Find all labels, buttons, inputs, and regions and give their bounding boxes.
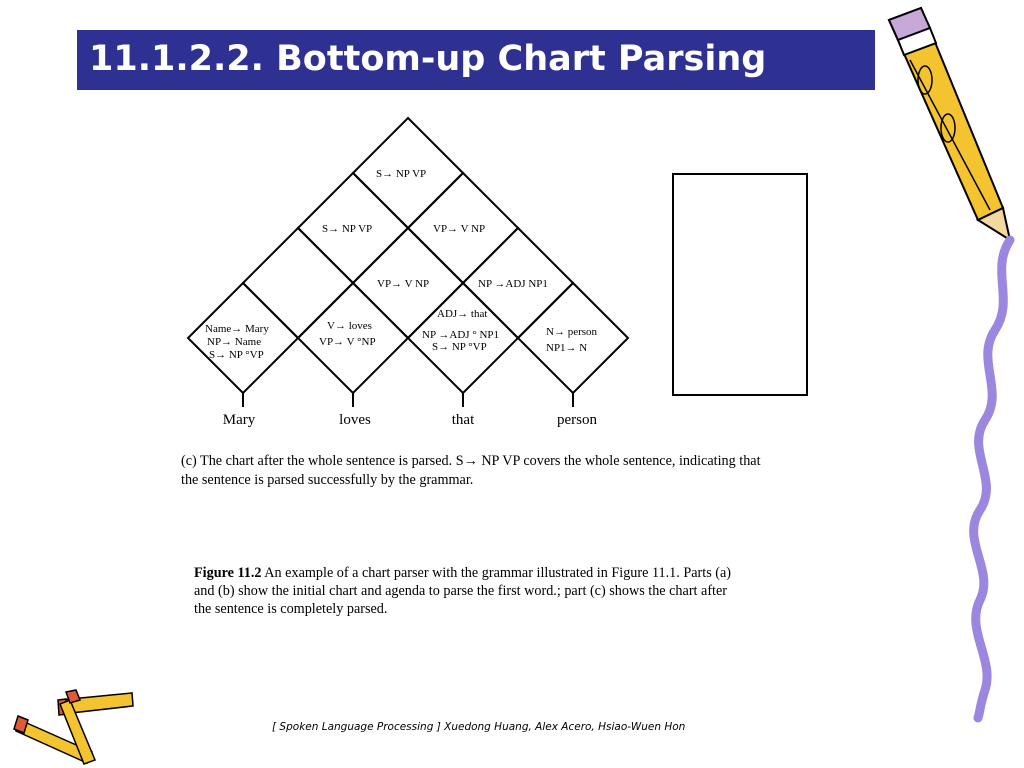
cell-label: V→ loves	[327, 320, 372, 332]
cell-label: S→ NP VP	[322, 223, 373, 235]
cell-label: S→ NP VP	[376, 168, 427, 180]
cell-label: Name→ Mary	[205, 323, 269, 335]
cell-label: NP→ Name	[207, 336, 262, 348]
slide-title: 11.1.2.2. Bottom-up Chart Parsing	[89, 39, 767, 79]
cell-label: NP1→ N	[546, 342, 588, 354]
word-label: person	[557, 412, 597, 428]
crossed-pencils-icon	[14, 690, 133, 764]
cell-label: VP→ V °NP	[319, 336, 376, 348]
caption-line: the sentence is completely parsed.	[194, 601, 388, 617]
ribbon-decoration	[974, 240, 1010, 718]
pencil-icon	[889, 8, 1010, 240]
caption-line: the sentence is parsed successfully by the grammar.	[181, 472, 474, 488]
cell-label: S→ NP °VP	[209, 349, 264, 361]
cell-label: S→ NP °VP	[432, 341, 487, 353]
word-label: that	[451, 412, 475, 428]
word-label: Mary	[222, 412, 256, 428]
cell-label: VP→ V NP	[377, 278, 430, 290]
caption-line: (c) The chart after the whole sentence is parsed. S→ NP VP covers the whole sentence, indicating that	[181, 453, 761, 469]
cell-label: NP →ADJ ° NP1	[422, 329, 500, 341]
cell-label: VP→ V NP	[433, 223, 486, 235]
cell-label: ADJ→ that	[437, 308, 488, 320]
word-label: loves	[339, 412, 371, 428]
caption-line: and (b) show the initial chart and agenda to parse the first word.; part (c) shows the chart after	[194, 583, 728, 599]
cell-label: N→ person	[546, 326, 598, 338]
slide-footer: [ Spoken Language Processing ] Xuedong Huang, Alex Acero, Hsiao-Wuen Hon	[272, 721, 686, 733]
figure-label: Figure 11.2	[194, 565, 262, 581]
cell-label: NP →ADJ NP1	[478, 278, 548, 290]
caption-text: An example of a chart parser with the grammar illustrated in Figure 11.1. Parts (a)	[261, 565, 732, 581]
